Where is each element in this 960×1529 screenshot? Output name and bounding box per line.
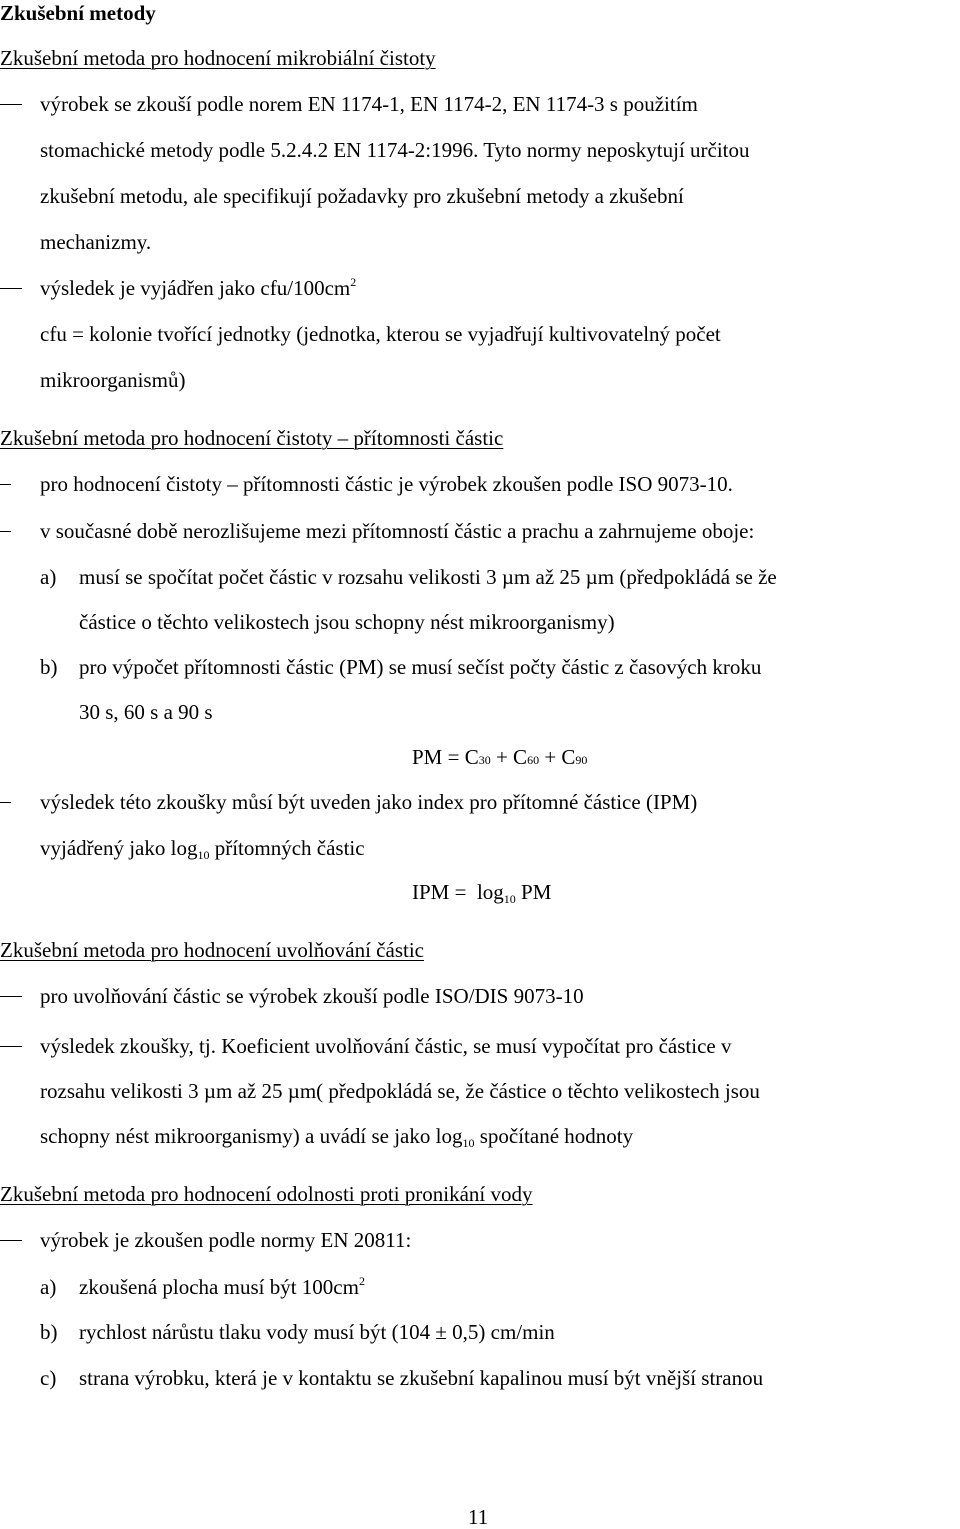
subscript: 10 [503,892,516,906]
paragraph-line: pro uvolňování částic se výrobek zkouší podle ISO/DIS 9073-10 [40,984,584,1008]
subscript: 60 [527,753,540,767]
subscript: 10 [462,1136,475,1150]
section-heading-release: Zkušební metoda pro hodnocení uvolňování částic [0,938,424,962]
paragraph-line: strana výrobku, která je v kontaktu se zkušební kapalinou musí být vnější stranou [79,1366,764,1390]
bullet-dash [0,484,11,485]
list-label: b) [40,1320,58,1344]
paragraph-line: pro hodnocení čistoty – přítomnosti částic je výrobek zkoušen podle ISO 9073-10. [40,472,733,496]
paragraph-line: rozsahu velikosti 3 µm až 25 µm( předpokládá se, že částice o těchto velikostech jsou [40,1079,760,1103]
section-heading-particles: Zkušební metoda pro hodnocení čistoty – přítomnosti částic [0,426,504,450]
paragraph-line: pro výpočet přítomnosti částic (PM) se musí sečíst počty částic z časových kroku [79,655,762,679]
paragraph-line [40,1124,634,1150]
paragraph-line [40,275,357,300]
formula-pm [412,747,587,768]
text: spočítané hodnoty [474,1124,634,1148]
paragraph-line: stomachické metody podle 5.2.4.2 EN 1174-2:1996. Tyto normy neposkytují určitou [40,138,750,162]
subscript: 10 [197,848,210,862]
superscript: 2 [358,1274,365,1288]
paragraph-line: 30 s, 60 s a 90 s [79,700,213,724]
list-label: b) [40,655,58,679]
superscript: 2 [350,275,357,289]
section-heading-microbial: Zkušební metoda pro hodnocení mikrobiální čistoty [0,46,436,70]
paragraph-line: musí se spočítat počet částic v rozsahu velikosti 3 µm až 25 µm (předpokládá se že [79,565,777,589]
paragraph-line: rychlost nárůstu tlaku vody musí být (104 ± 0,5) cm/min [79,1320,555,1344]
bullet-dash [0,1240,22,1241]
formula-text: IPM = log [412,880,504,904]
subscript: 90 [575,753,588,767]
list-label: a) [40,1275,57,1299]
text: schopny nést mikroorganismy) a uvádí se jako log [40,1124,463,1148]
paragraph-line: v současné době nerozlišujeme mezi přítomností částic a prachu a zahrnujeme oboje: [40,519,755,543]
paragraph-line: mikroorganismů) [40,368,186,392]
text: přítomných částic [209,836,365,860]
formula-text: + C [490,745,528,769]
text: zkoušená plocha musí být 100cm [79,1275,359,1299]
paragraph-line [79,1274,365,1299]
page-number: 11 [468,1505,489,1529]
paragraph-line: zkušební metodu, ale specifikují požadavky pro zkušební metody a zkušební [40,184,684,208]
list-label: c) [40,1366,57,1390]
section-heading-water: Zkušební metoda pro hodnocení odolnosti proti pronikání vody [0,1182,533,1206]
paragraph-line: výsledek zkoušky, tj. Koeficient uvolňování částic, se musí vypočítat pro částice v [40,1034,732,1058]
paragraph-line: výrobek je zkoušen podle normy EN 20811: [40,1228,412,1252]
text: výsledek je vyjádřen jako cfu/100cm [40,276,351,300]
list-label: a) [40,565,57,589]
formula-text: PM [515,880,552,904]
formula-ipm [412,880,552,906]
paragraph-line: výsledek této zkoušky můsí být uveden jako index pro přítomné částice (IPM) [40,790,698,814]
bullet-dash [0,288,22,289]
paragraph-line: mechanizmy. [40,230,152,254]
bullet-dash [0,531,11,532]
bullet-dash [0,996,22,997]
paragraph-line: výrobek se zkouší podle norem EN 1174-1, EN 1174-2, EN 1174-3 s použitím [40,92,698,116]
subscript: 30 [478,753,491,767]
paragraph-line: částice o těchto velikostech jsou schopny nést mikroorganismy) [79,610,615,634]
formula-text: PM = C [412,745,479,769]
text: vyjádřený jako log [40,836,198,860]
paragraph-line: cfu = kolonie tvořící jednotky (jednotka, kterou se vyjadřují kultivovatelný počet [40,322,721,346]
paragraph-line [40,836,365,862]
formula-text: + C [539,745,576,769]
page-title: Zkušební metody [0,1,156,25]
bullet-dash [0,1046,22,1047]
bullet-dash [0,104,22,105]
bullet-dash [0,802,11,803]
